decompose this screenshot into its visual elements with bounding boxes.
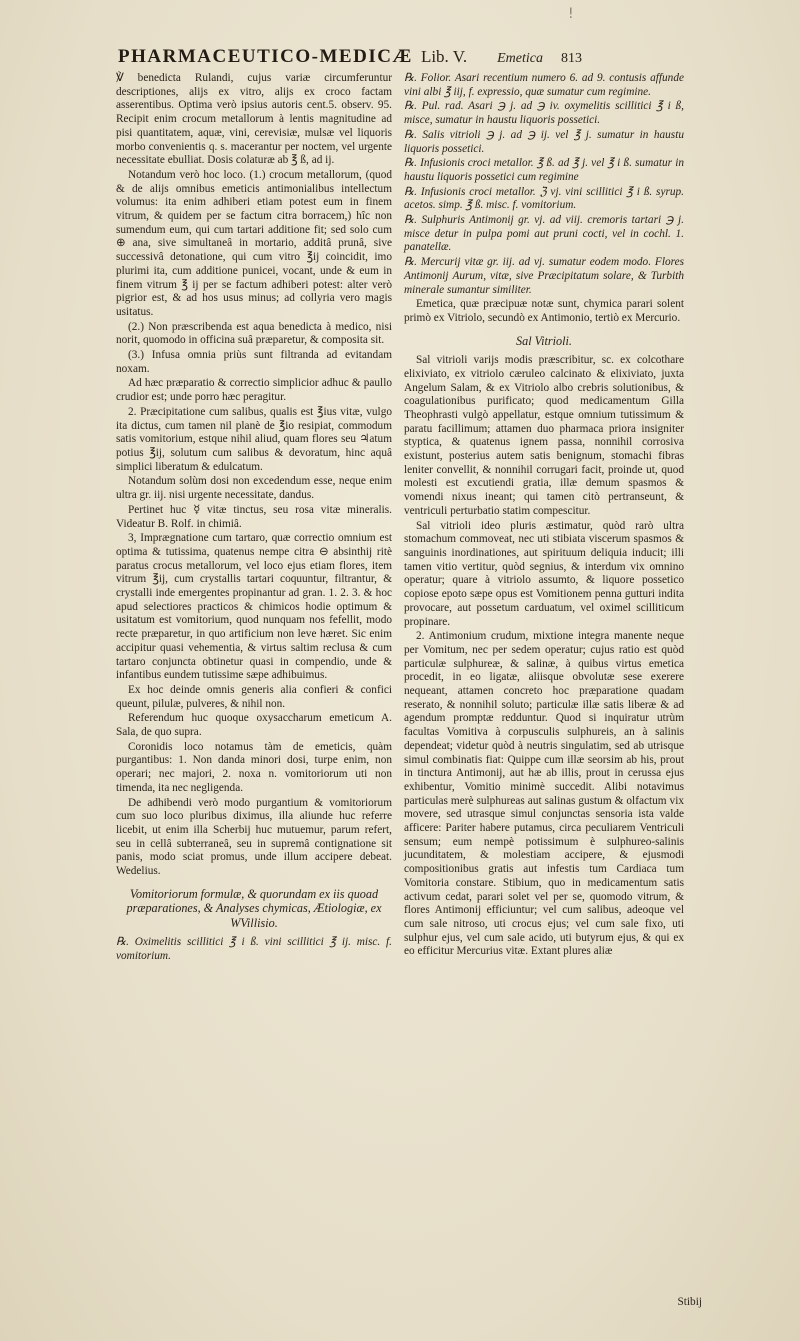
paragraph: 2. Antimonium crudum, mixtione integra manente neque per Vomitum, nec per sedem operatur; cujus ratio est quòd particulæ sulphureæ, & salinæ, à quibus virtus emetica procedit, in eo ligatæ, aliisque obvolutæ sese exerere nequeant, attamen concreto hoc præparatione quadam reserato, & nonnihil soluto; particulæ illæ satis liberæ & ad agendum promptæ redduntur. Quod si inquiratur utrùm facultas Vomitiva à corpusculis sulphureis, an à salinis dependeat; videtur quòd à neutris singulatim, sed ab utrisque simul combinatis fiat: Quippe cum illæ seorsim ab his, prout in tinctura Antimonij, aut hæ ab illis, prout in cerussa ejus exhibentur, Vomitio minimè succedit. Alibi notavimus particulas merè sulphureas aut salinas gustum & olfactum vix movere, sed utrasque simul conjunctas sensoria ista valde afficere: Pariter habere putamus, circa peculiarem Ventriculi sensum; eum nempè potissimum è sulphureo-salinis jucunditatem, & molestiam accipere, & ejusmodi compositionibus gratis aut infestis tum Cardiaca tum Vomitoria constare. Stibium, quo in medicamentum satis activum cedat, parari solet vel per se, quomodo vitrum, & flores Antimonij efficiuntur; vel cum salibus, adeoque vel cum sale nitroso, uti crocus ejus; vel cum sale fixo, uti sulphur ejus, vel cum sale acido, uti butyrum ejus, & qui ex eo efficitur Mercurius vitæ. Extant plures aliæ [404,630,684,958]
page-number: 813 [560,51,582,66]
running-header [118,46,770,68]
paragraph: (2.) Non præscribenda est aqua benedicta à medico, nisi norit, quomodo in officina suâ præparetur, & composita sit. [116,320,392,347]
paragraph: Sal vitrioli varijs modis præscribitur, sc. ex colcothare elixiviato, ex vitriolo cæruleo calcinato & elixiviato, juxta Angelum Salam, & ex Vitriolo albo crebris solutionibus, & coagulationibus purificato; quod medicamentum Gilla Theophrasti vulgò appellatur, estque omnium tutissimum & paratu facillimum; attamen duo pharmaca priora insigniter styptica, & quatenus ignem passa, nonnihil corrosiva existunt, posterius autem satis benignum, stomachi fibras leniter convellit, & nonnihil corrugari facit, proinde ut, quod molesti est excutiendi gratia, illæ demum spasmos & vomendi nixus ineant; qui tamen citò pertranseunt, & ventriculi perturbatio statim compescitur. [404,354,684,517]
paragraph: (3.) Infusa omnia priùs sunt filtranda ad evitandam noxam. [116,349,392,375]
paragraph: 3, Imprægnatione cum tartaro, quæ correctio omnium est optima & tutissima, quatenus nempe citra ⊖ absinthij ritè paratus crocus metallorum, vel loco ejus etiam flores, item vitrum ℥ij, cum crystallis tartari coquuntur, filtrantur, & crystalli inde emergentes propinantur ad gran. 1. 2. 3. & hoc apud selectiores practicos & chimicos hodie optimum & usitatum est vomitorium, quod nunquam nos fefellit, modo recte præparetur, in quo artificium non leve hæret. Sic enim accipitur quasi vehementia, & virtus saltim reclusa & cum tartaro conjuncta obtinetur quasi in compendio, unde & infantibus eundem tutissime sæpe adhibuimus. [116,532,392,682]
recipe-formula: ℞. Pul. rad. Asari ℈ j. ad ℈ iv. oxymelitis scillitici ℥ i ß, misce, sumatur in haustu liquoris possetici. [404,100,684,127]
paragraph: Notandum verò hoc loco. (1.) crocum metallorum, (quod & de alijs omnibus emeticis antimonialibus intellectum volumus: ita enim adhiberi etiam potest eum in finem vitrum, & quidem per se factum citra borracem,) hîc non sumendum eum, qui cum tartari additione fit; sed solo cum ⊕ ana, sive simultaneâ in mortario, additâ prunâ, sive successivâ detonatione, qui cum vitro ℥ij coincidit, imo plurimi ita, cum additione punicei, vocant, unde & eum in finem vitrum ℥ ij per se factum adhiberi potest: alter verò pigrior est, & ad hos usus minus; ad collyria vero magis usitatus. [116,168,392,318]
paragraph: Notandum solùm dosi non excedendum esse, neque enim ultra gr. iij. nisi urgente necessitate, dandus. [116,475,392,502]
paragraph: Ex hoc deinde omnis generis alia confieri & confici queunt, pilulæ, pulveres, & nihil non. [116,683,392,710]
catchword: Stibij [677,1296,702,1308]
section-heading: Vomitoriorum formulæ, & quorundam ex iis quoad præparationes, & Analyses chymicas, Ætiologiæ, ex WVillisio. [126,886,382,930]
section-heading: Sal Vitrioli. [516,333,572,348]
paragraph: 2. Præcipitatione cum salibus, qualis est ℥ius vitæ, vulgo ita dictus, cum tamen nil planè de ℥io resipiat, commodum satis vomitorium, estque nihil aliud, quam flores seu ♃atum potius ℥ij, solutum cum salibus & devoratum, hinc aquâ simplici liberatum & edulcatum. [116,405,392,473]
paragraph: Emetica, quæ præcipuæ notæ sunt, chymica parari solent primò ex Vitriolo, secundò ex Antimonio, tertiò ex Mercurio. [404,298,684,324]
recipe-formula: ℞. Salis vitrioli ℈ j. ad ℈ ij. vel ℥ j. sumatur in haustu liquoris possetici. [404,128,684,155]
recipe-formula: ℞. Infusionis croci metallor. ℨ vj. vini scillitici ℥ i ß. syrup. acetos. simp. ℥ ß. misc. f. vomitorium. [404,185,684,212]
paragraph: Coronidis loco notamus tàm de emeticis, quàm purgantibus: 1. Non danda minori dosi, turpe enim, non operari; nec majori, 2. noxa n. vomitoriorum uti non timenda, ita nec negligenda. [116,740,392,794]
paragraph: ℣ benedicta Rulandi, cujus variæ circumferuntur descriptiones, alijs ex vitro, alijs ex croco factam asserentibus. Optima verò ipsius autoris cent.5. observ. 95. Recipit enim crocum metallorum à lentis magnitudine ad pisi quantitatem, aquæ, vini, cerevisiæ, mulsæ vel liquoris morbo convenientis q. s. macerantur per noctem, vel urgente necessitate ebulliat. Dosis colaturæ ab ℥ ß, ad ij. [116,72,392,167]
header-book: Lib. V. [420,47,468,66]
header-title: PHARMACEUTICO-MEDICÆ [118,46,413,67]
paragraph: De adhibendi verò modo purgantium & vomitoriorum cum suo loco pluribus diximus, illa aliunde huc referre licebit, ut enim illa Scherbij huc mutuemur, parum refert, seu in cellâ subterraneâ, seu in supremâ contignatione sit panis, modo sciat promus, unde illum accipere debeat. Wedelius. [116,796,392,878]
recipe-formula: ℞. Folior. Asari recentium numero 6. ad 9. contusis affunde vini albi ℥ iij, f. expressio, quæ sumatur cum regimine. [404,72,684,98]
recipe-formula: ℞. Oximelitis scillitici ℥ i ß. vini scillitici ℥ ij. misc. f. vomitorium. [116,936,392,962]
recipe-formula: ℞. Mercurij vitæ gr. iij. ad vj. sumatur eodem modo. Flores Antimonij Aurum, vitæ, sive Præcipitatum solare, & Turbith minerale sumantur similiter. [404,256,684,296]
paragraph: Ad hæc præparatio & correctio simplicior adhuc & paullo crudior est; unde porro hæc peragitur. [116,377,392,404]
pen-mark: ! [568,6,574,22]
paragraph: Sal vitrioli ideo pluris æstimatur, quòd rarò ultra stomachum commoveat, nec uti stibiata viscerum spasmos & sanguinis inordinationes, aut spirituum deliquia inducit; illi tamen vitio vertitur, quòd segnius, & interdum vix omnino operatur; quare à vitriolo assumto, & liquore possetico copiose epoto sæpe opus est Vomitionem penna gutturi indita provocare, aut possetum carduatum, vel oximel scilliticum propinare. [404,519,684,628]
recipe-formula: ℞. Infusionis croci metallor. ℥ ß. ad ℥ j. vel ℥ i ß. sumatur in haustu liquoris possetici cum regimine [404,157,684,183]
paragraph: Referendum huc quoque oxysaccharum emeticum A. Sala, de quo supra. [116,712,392,739]
header-section: Emetica [497,51,543,66]
paragraph: Pertinet huc ☿ vitæ tinctus, seu rosa vitæ mineralis. Videatur B. Rolf. in chimiâ. [116,503,392,530]
right-column [404,72,684,960]
left-column [116,72,392,965]
recipe-formula: ℞. Sulphuris Antimonij gr. vj. ad viij. cremoris tartari ℈ j. misce detur in pulpa pomi aut pruni cocti, vel in cochl. 1. panatellæ. [404,214,684,254]
